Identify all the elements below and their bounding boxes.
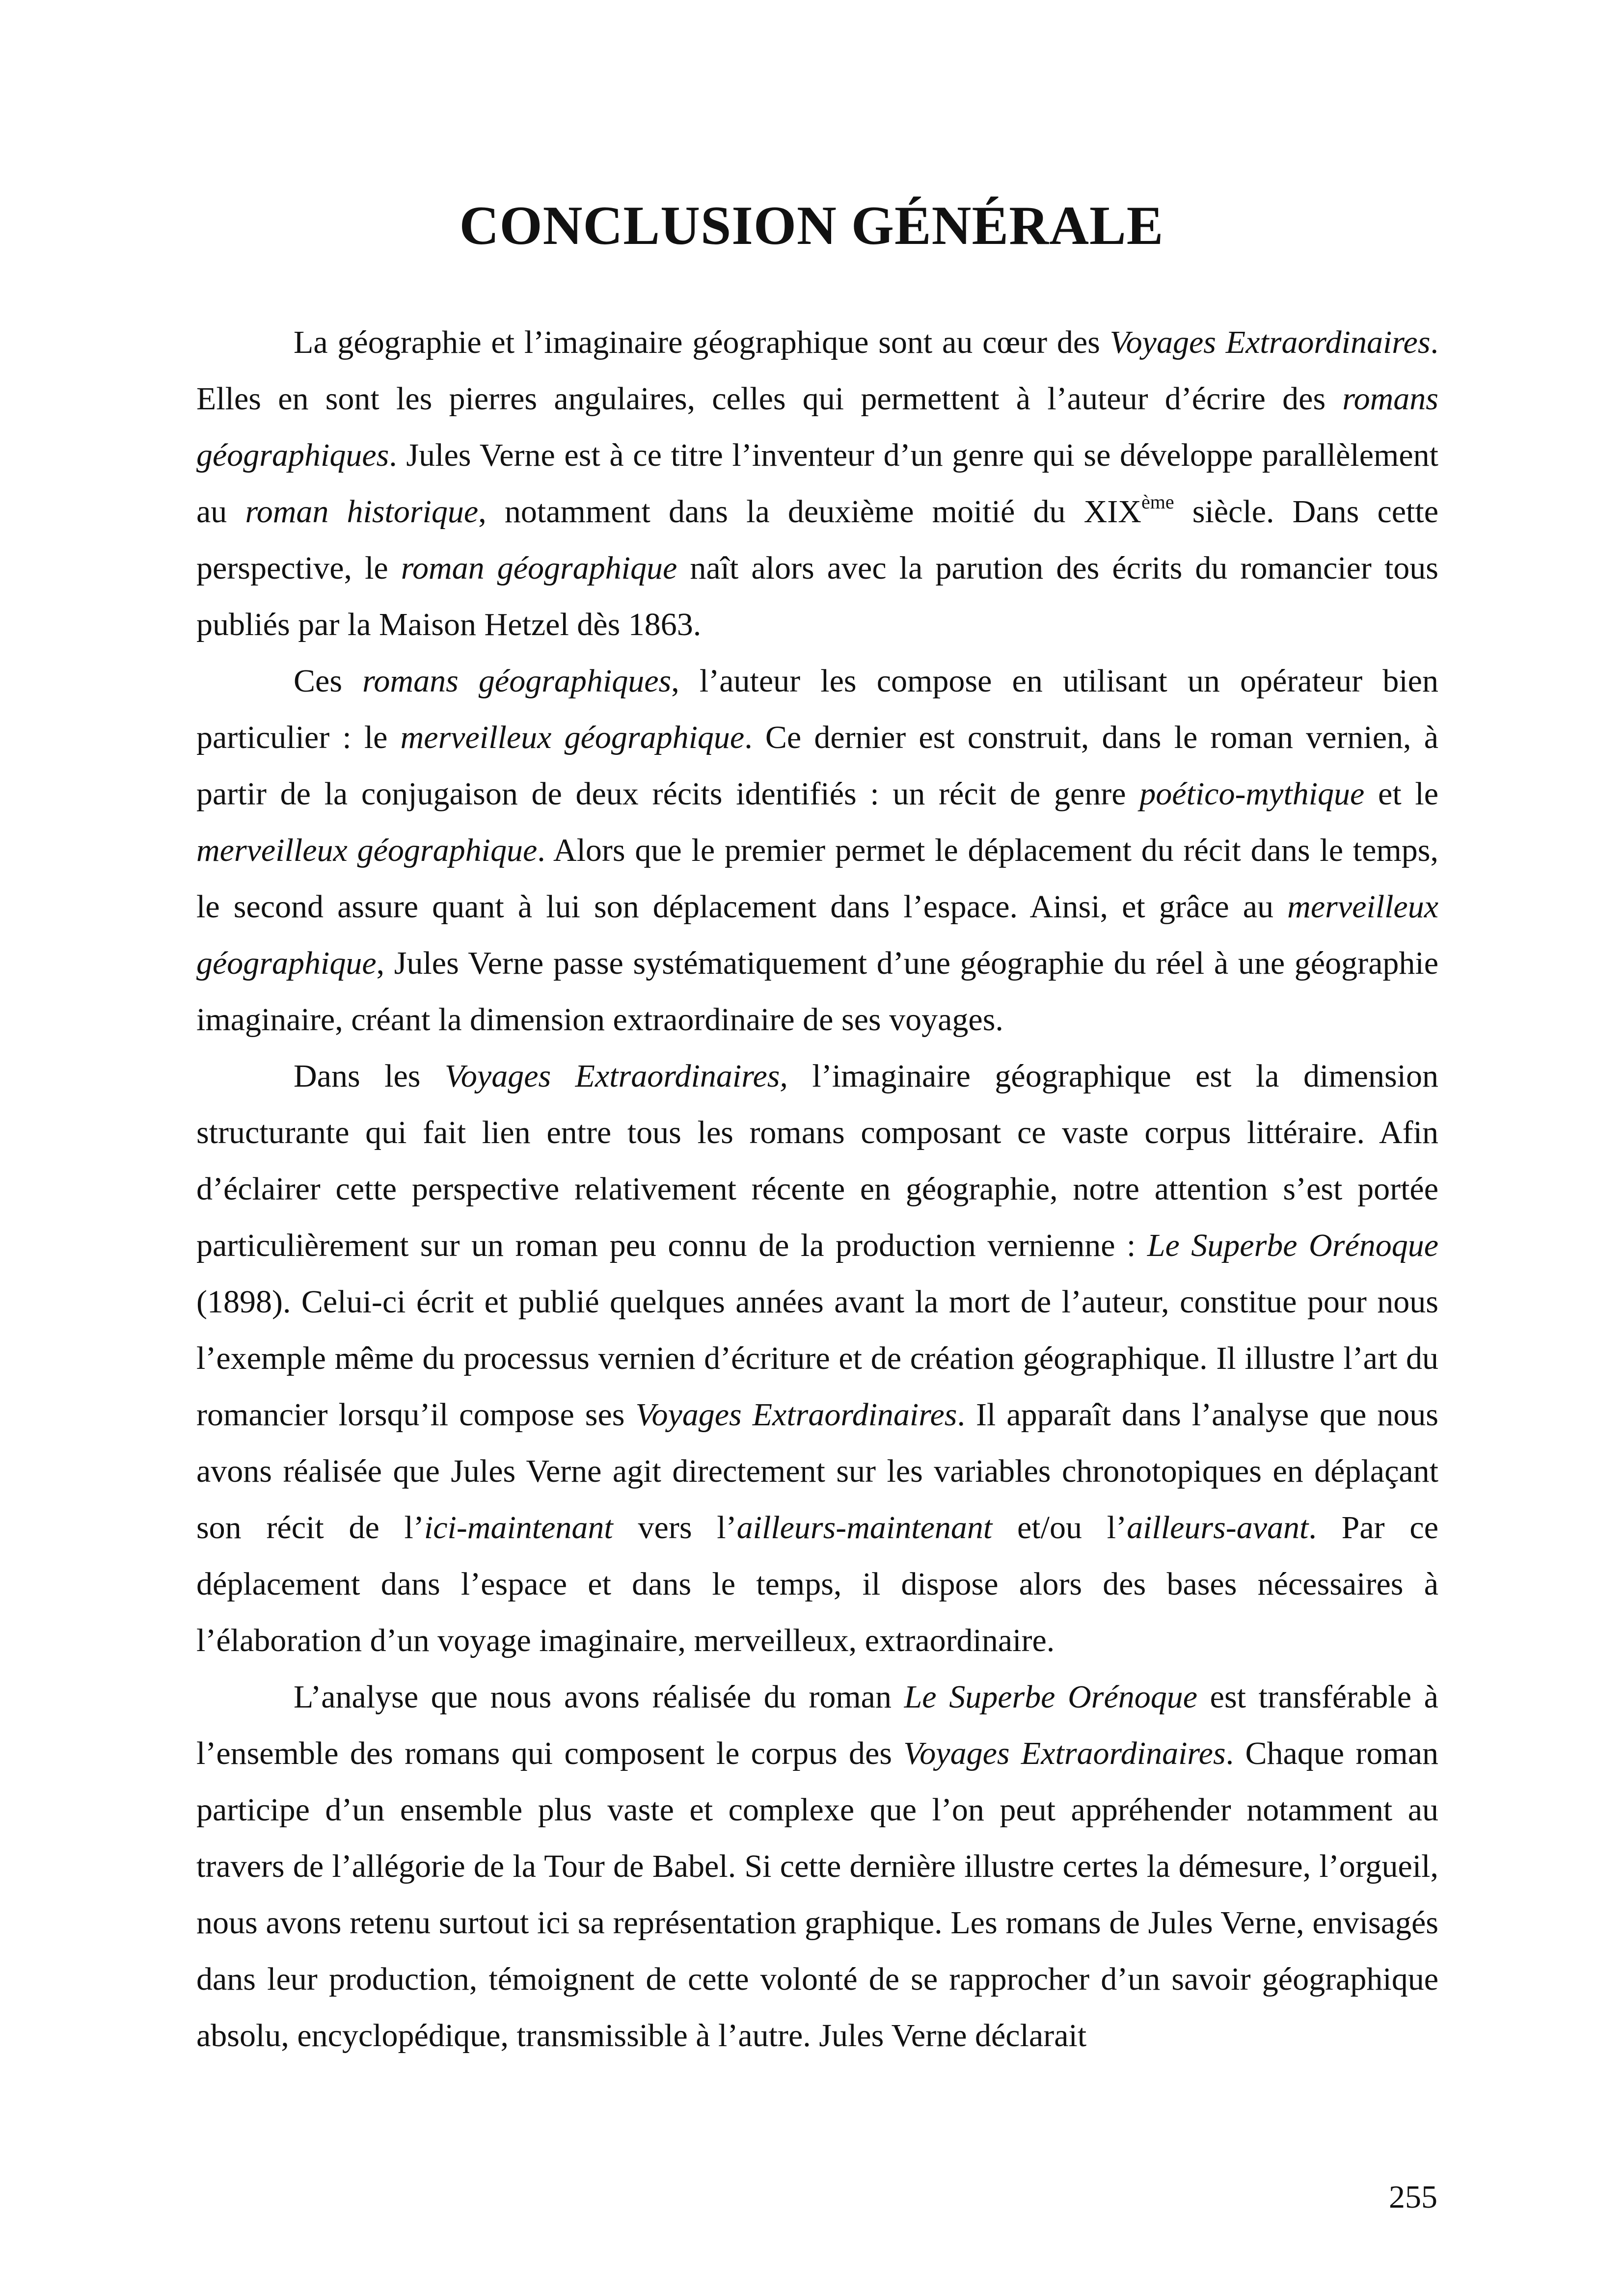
page-number: 255	[1389, 2179, 1437, 2215]
paragraph	[196, 653, 1438, 1048]
paragraph	[196, 314, 1438, 653]
text-run: l’imaginaire géographique est la dimension structurante qui fait lien entre tous les romans composant ce vaste corpus littéraire. Afin d’éclairer cette perspective relativement récente en géographie, notre attention s’est portée particulièrement sur un roman peu connu de la production vernienne :	[196, 1058, 1438, 1263]
italic-text: romans géographiques	[362, 663, 672, 699]
italic-text: Le Superbe Orénoque	[1147, 1228, 1438, 1263]
text-run: . Alors que le premier permet le déplacement du récit dans le temps, le second assure quant à lui son déplacement dans l’espace. Ainsi, et grâce au	[196, 832, 1438, 925]
superscript-text: ème	[1141, 491, 1174, 513]
italic-text: merveilleux géographique	[196, 832, 538, 868]
text-run: est transférable à l’ensemble des romans qui composent le corpus des	[196, 1679, 1438, 1771]
paragraph	[196, 1048, 1438, 1669]
text-run: siècle. Dans cette perspective, le	[196, 494, 1439, 586]
paragraph	[196, 1669, 1438, 2064]
italic-text: ailleurs-avant	[1127, 1510, 1309, 1546]
italic-text: Voyages Extraordinaires,	[444, 1058, 788, 1094]
text-run: L’analyse que nous avons réalisée du roman	[294, 1679, 904, 1715]
italic-text: roman géographique	[401, 550, 677, 586]
italic-text: Voyages Extraordinaires	[903, 1735, 1226, 1771]
text-run: Dans les	[294, 1058, 445, 1094]
italic-text: Voyages Extraordinaires	[1109, 324, 1431, 360]
body-text	[196, 314, 1438, 2064]
text-run: . Elles en sont les pierres angulaires, celles qui permettent à l’auteur d’écrire des	[196, 324, 1439, 417]
text-run: . Ce dernier est construit, dans le roman vernien, à partir de la conjugaison de deux récits identifiés : un récit de genre	[196, 720, 1438, 812]
text-run: . Il apparaît dans l’analyse que nous avons réalisée que Jules Verne agit directement sur les variables chronotopiques en déplaçant son récit de l’	[196, 1397, 1438, 1546]
text-run: . Jules Verne est à ce titre l’inventeur d’un genre qui se développe parallèlement au	[196, 437, 1438, 530]
text-run: , l’auteur les compose en utilisant un opérateur bien particulier : le	[196, 663, 1438, 755]
text-run: (1898). Celui-ci écrit et publié quelques années avant la mort de l’auteur, constitue pour nous l’exemple même du processus vernien d’écriture et de création géographique. Il illustre l’art du romancier lorsqu’il compose ses	[196, 1284, 1438, 1433]
text-run: Ces	[294, 663, 363, 699]
italic-text: poético-mythique	[1139, 776, 1365, 812]
italic-text: roman historique	[245, 494, 479, 530]
page-title: CONCLUSION GÉNÉRALE	[459, 195, 1164, 256]
text-run: , Jules Verne passe systématiquement d’une géographie du réel à une géographie imaginaire, créant la dimension extraordinaire de ses voyages.	[196, 945, 1438, 1038]
italic-text: Voyages Extraordinaires	[635, 1397, 957, 1433]
italic-text: merveilleux géographique	[400, 720, 745, 755]
italic-text: ici-maintenant	[424, 1510, 613, 1546]
italic-text: ailleurs-maintenant	[736, 1510, 993, 1546]
text-run: . Chaque roman participe d’un ensemble plus vaste et complexe que l’on peut appréhender notamment au travers de l’allégorie de la Tour de Babel. Si cette dernière illustre certes la démesure, l’orgueil, nous avons retenu surtout ici sa représentation graphique. Les romans de Jules Verne, envisagés dans leur production, témoignent de cette volonté de se rapprocher d’un savoir géographique absolu, encyclopédique, transmissible à l’autre. Jules Verne déclarait	[196, 1735, 1439, 2054]
text-run: et/ou l’	[992, 1510, 1127, 1546]
text-run: , notamment dans la deuxième moitié du XIX	[478, 494, 1141, 530]
text-run: vers l’	[613, 1510, 737, 1546]
text-run: La géographie et l’imaginaire géographique sont au cœur des	[294, 324, 1110, 360]
text-run: et le	[1364, 776, 1438, 812]
italic-text: Le Superbe Orénoque	[904, 1679, 1198, 1715]
italic-text: romans géographiques	[196, 381, 1438, 473]
text-run: naît alors avec la parution des écrits du romancier tous publiés par la Maison Hetzel dès 1863.	[196, 550, 1438, 642]
text-run: . Par ce déplacement dans l’espace et dans le temps, il dispose alors des bases nécessaires à l’élaboration d’un voyage imaginaire, merveilleux, extraordinaire.	[196, 1510, 1438, 1658]
italic-text: merveilleux géographique	[196, 889, 1438, 981]
